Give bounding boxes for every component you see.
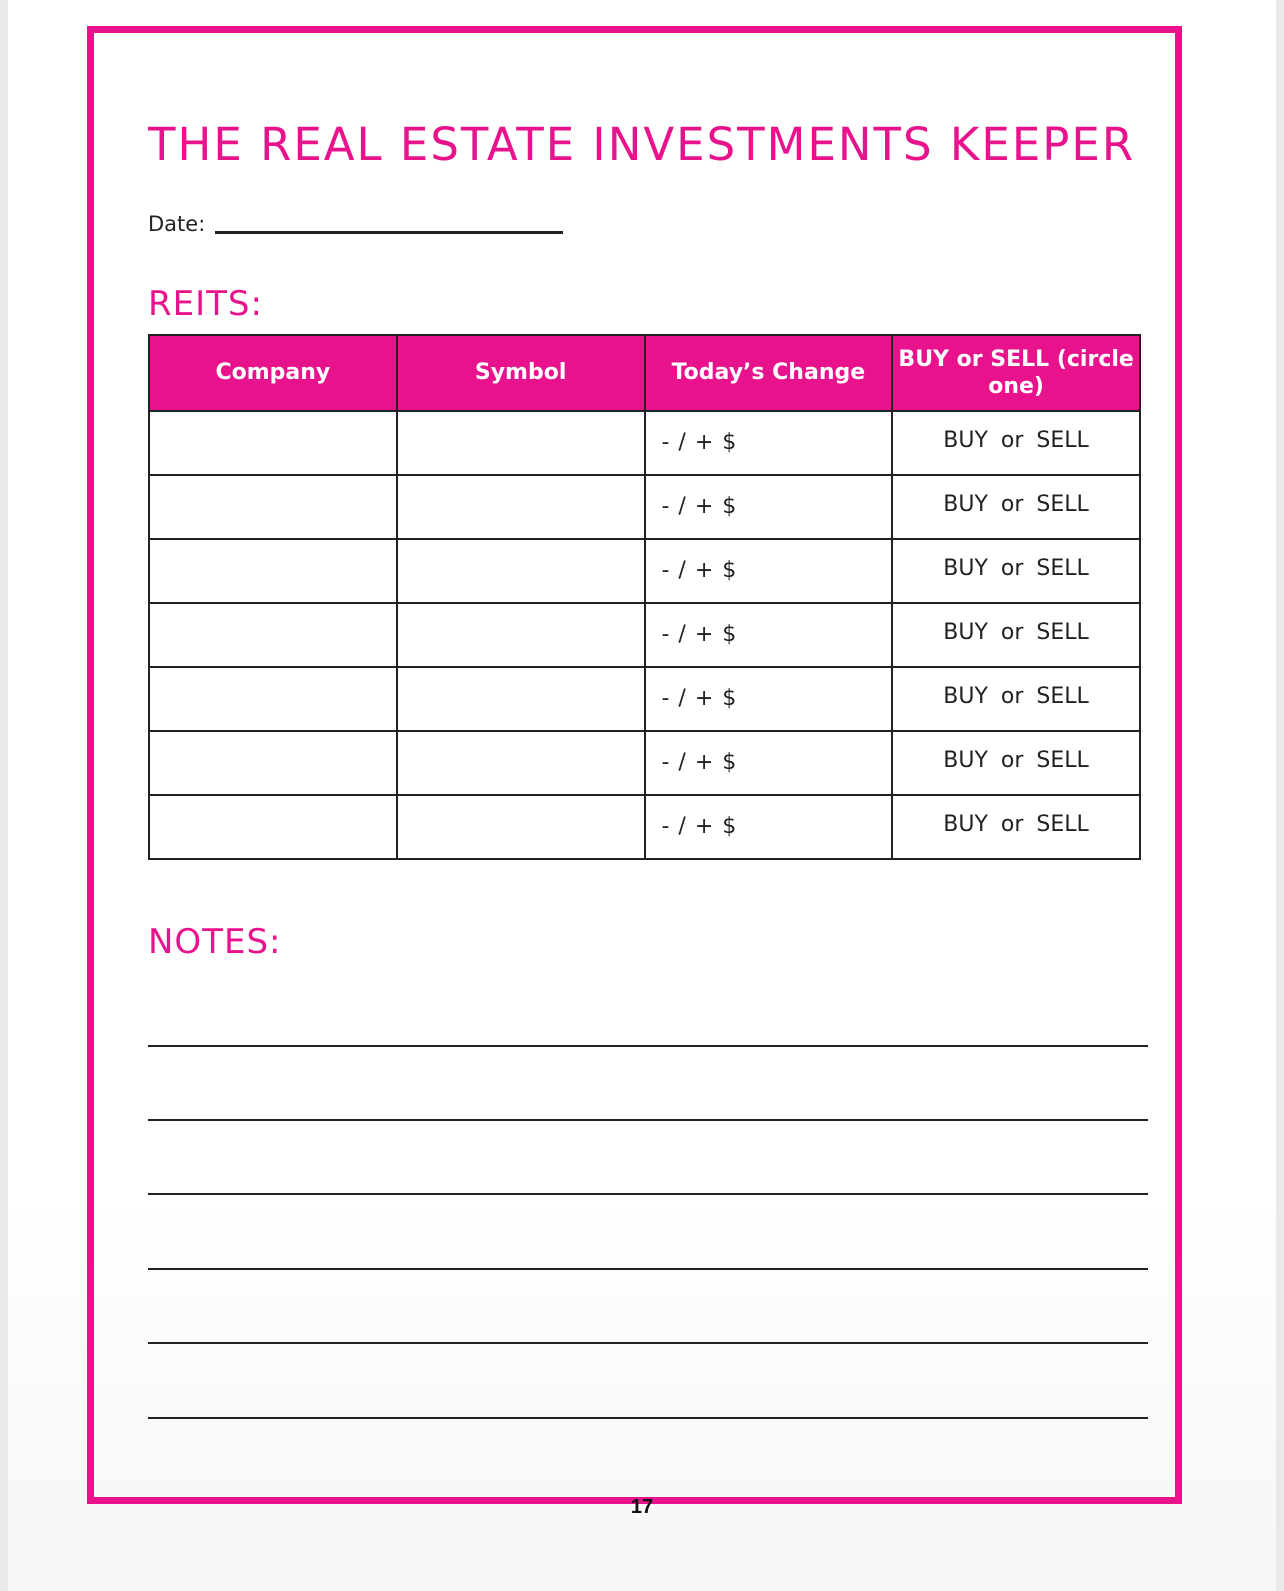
reits-table [148,334,1141,860]
header-todays-change: Today’s Change [645,335,893,411]
reits-section-title: REITS: [148,284,263,324]
symbol-cell[interactable] [397,603,645,667]
table-row [149,539,1140,603]
header-buy-or-sell: BUY or SELL (circle one) [892,335,1140,411]
todays-change-cell-text: - / + $ [661,686,738,711]
todays-change-cell[interactable] [645,603,893,667]
company-cell[interactable] [149,795,397,859]
buy-or-sell-cell-text: BUY or SELL [943,684,1089,709]
todays-change-cell-text: - / + $ [661,494,738,519]
company-cell[interactable] [149,667,397,731]
buy-or-sell-cell-text: BUY or SELL [943,812,1089,837]
reits-table-body [149,411,1140,859]
buy-or-sell-cell[interactable] [892,411,1140,475]
symbol-cell[interactable] [397,539,645,603]
buy-or-sell-cell[interactable] [892,667,1140,731]
table-row [149,603,1140,667]
company-cell[interactable] [149,539,397,603]
buy-or-sell-cell[interactable] [892,539,1140,603]
buy-or-sell-cell-text: BUY or SELL [943,428,1089,453]
company-cell[interactable] [149,603,397,667]
symbol-cell[interactable] [397,731,645,795]
table-row [149,475,1140,539]
buy-or-sell-cell[interactable] [892,731,1140,795]
company-cell[interactable] [149,475,397,539]
note-line[interactable] [148,1342,1148,1344]
note-line[interactable] [148,1045,1148,1047]
date-row [148,212,563,236]
todays-change-cell-text: - / + $ [661,622,738,647]
symbol-cell[interactable] [397,411,645,475]
buy-or-sell-cell[interactable] [892,603,1140,667]
buy-or-sell-cell[interactable] [892,795,1140,859]
todays-change-cell-text: - / + $ [661,814,738,839]
buy-or-sell-cell-text: BUY or SELL [943,556,1089,581]
date-input-line[interactable] [215,231,563,234]
todays-change-cell[interactable] [645,475,893,539]
todays-change-cell-text: - / + $ [661,558,738,583]
table-row [149,411,1140,475]
note-line[interactable] [148,1119,1148,1121]
table-header-row [149,335,1140,411]
buy-or-sell-cell[interactable] [892,475,1140,539]
page-number: 17 [630,1496,654,1518]
todays-change-cell-text: - / + $ [661,430,738,455]
symbol-cell[interactable] [397,795,645,859]
todays-change-cell[interactable] [645,667,893,731]
note-line[interactable] [148,1193,1148,1195]
todays-change-cell[interactable] [645,795,893,859]
header-company: Company [149,335,397,411]
page-title: THE REAL ESTATE INVESTMENTS KEEPER [148,118,1136,171]
notes-section-title: NOTES: [148,922,282,962]
todays-change-cell-text: - / + $ [661,750,738,775]
header-symbol: Symbol [397,335,645,411]
note-line[interactable] [148,1417,1148,1419]
table-row [149,795,1140,859]
buy-or-sell-cell-text: BUY or SELL [943,748,1089,773]
note-line[interactable] [148,1268,1148,1270]
todays-change-cell[interactable] [645,411,893,475]
company-cell[interactable] [149,411,397,475]
symbol-cell[interactable] [397,475,645,539]
buy-or-sell-cell-text: BUY or SELL [943,620,1089,645]
todays-change-cell[interactable] [645,539,893,603]
date-label: Date: [148,212,206,236]
symbol-cell[interactable] [397,667,645,731]
table-row [149,667,1140,731]
buy-or-sell-cell-text: BUY or SELL [943,492,1089,517]
table-row [149,731,1140,795]
todays-change-cell[interactable] [645,731,893,795]
company-cell[interactable] [149,731,397,795]
